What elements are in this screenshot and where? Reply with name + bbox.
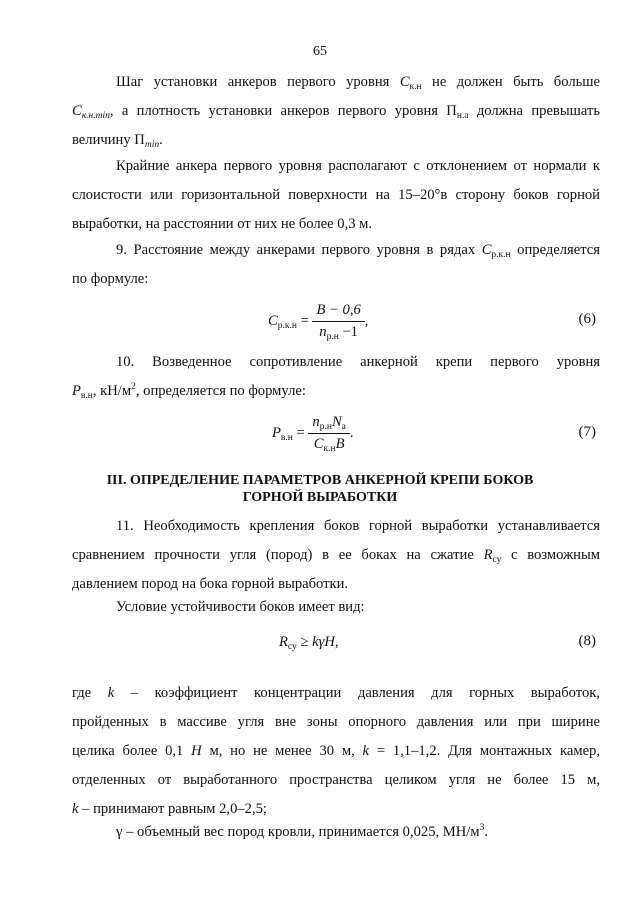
formula-7: $P_{в.н}$ = $\frac{n_{р.н}N_а}{C_{к.н}B}$ . [272, 414, 354, 454]
fraction: $\frac{B - 0,6}{n_{р.н} -1}$ [312, 302, 364, 341]
text-line: где k – коэффициент концентрации давления для горных выработок, [72, 685, 600, 701]
text-line: k – принимают равным 2,0–2,5; [72, 801, 267, 817]
paragraph-where-k [72, 679, 600, 824]
text-line: сравнением прочности угля (пород) в ее боках на сжатие $R_{су}$ с возможным [72, 547, 600, 565]
text-line: Крайние анкера первого уровня располагают с отклонением от нормали к [116, 158, 600, 174]
text-line: величину $П_{min}$. [72, 132, 163, 150]
text-line: выработки, на расстоянии от них не более 0,3 м. [72, 216, 373, 232]
formula-8: $R_{су} \ge k\gamma H$, [279, 634, 339, 652]
paragraph-edge-anchors [72, 152, 600, 239]
text-line: γ – объемный вес пород кровли, принимается 0,025, $МН/м^3$. [116, 823, 488, 840]
fraction: $\frac{n_{р.н}N_а}{C_{к.н}B}$ [308, 414, 349, 453]
text-line: пройденных в массиве угля вне зоны опорного давления или при ширине [72, 714, 600, 730]
equation-number-6: (6) [578, 311, 596, 327]
text-line: $P_{в.н}$, $кН/м^2$, определяется по формуле: [72, 382, 306, 401]
paragraph-item-10 [72, 348, 600, 406]
text-line: давлением пород на бока горной выработки. [72, 576, 349, 592]
text-line: 11. Необходимость крепления боков горной выработки устанавливается [116, 518, 600, 534]
heading-line-1: III. ОПРЕДЕЛЕНИЕ ПАРАМЕТРОВ АНКЕРНОЙ КРЕПИ БОКОВ [106, 473, 534, 488]
text-line: 10. Возведенное сопротивление анкерной крепи первого уровня [116, 354, 600, 370]
formula-6: $C_{р.к.н}$ = $\frac{B - 0,6}{n_{р.н} -1}$ , [268, 302, 369, 342]
text-line: отделенных от выработанного пространства целиком угля не более 15 м, [72, 772, 600, 788]
page-number: 65 [313, 44, 327, 59]
text-line: 9. Расстояние между анкерами первого уровня в рядах $C_{р.к.н}$ определяется [116, 242, 600, 260]
equation-number-7: (7) [578, 424, 596, 440]
text-line: по формуле: [72, 271, 149, 287]
text-line: Условие устойчивости боков имеет вид: [116, 599, 365, 615]
equation-number-8: (8) [578, 633, 596, 649]
paragraph-item-9 [72, 236, 600, 294]
section-heading [0, 472, 640, 506]
text-line: целика более 0,1 H м, но не менее 30 м, k = 1,1–1,2. Для монтажных камер, [72, 743, 600, 759]
text-line: Шаг установки анкеров первого уровня $C_{к.н}$ не должен быть больше [116, 74, 600, 92]
paragraph-gamma [72, 818, 600, 847]
text-line: слоистости или горизонтальной поверхности на 15–20°в сторону боков горной [72, 187, 600, 203]
heading-line-2: ГОРНОЙ ВЫРАБОТКИ [242, 490, 398, 505]
text-line: $C_{к.н.min}$, а плотность установки анкеров первого уровня $П_{н.а}$ должна превышать [72, 103, 600, 121]
paragraph-anchor-step [72, 68, 600, 155]
paragraph-stability-condition [72, 593, 600, 622]
paragraph-item-11 [72, 512, 600, 599]
